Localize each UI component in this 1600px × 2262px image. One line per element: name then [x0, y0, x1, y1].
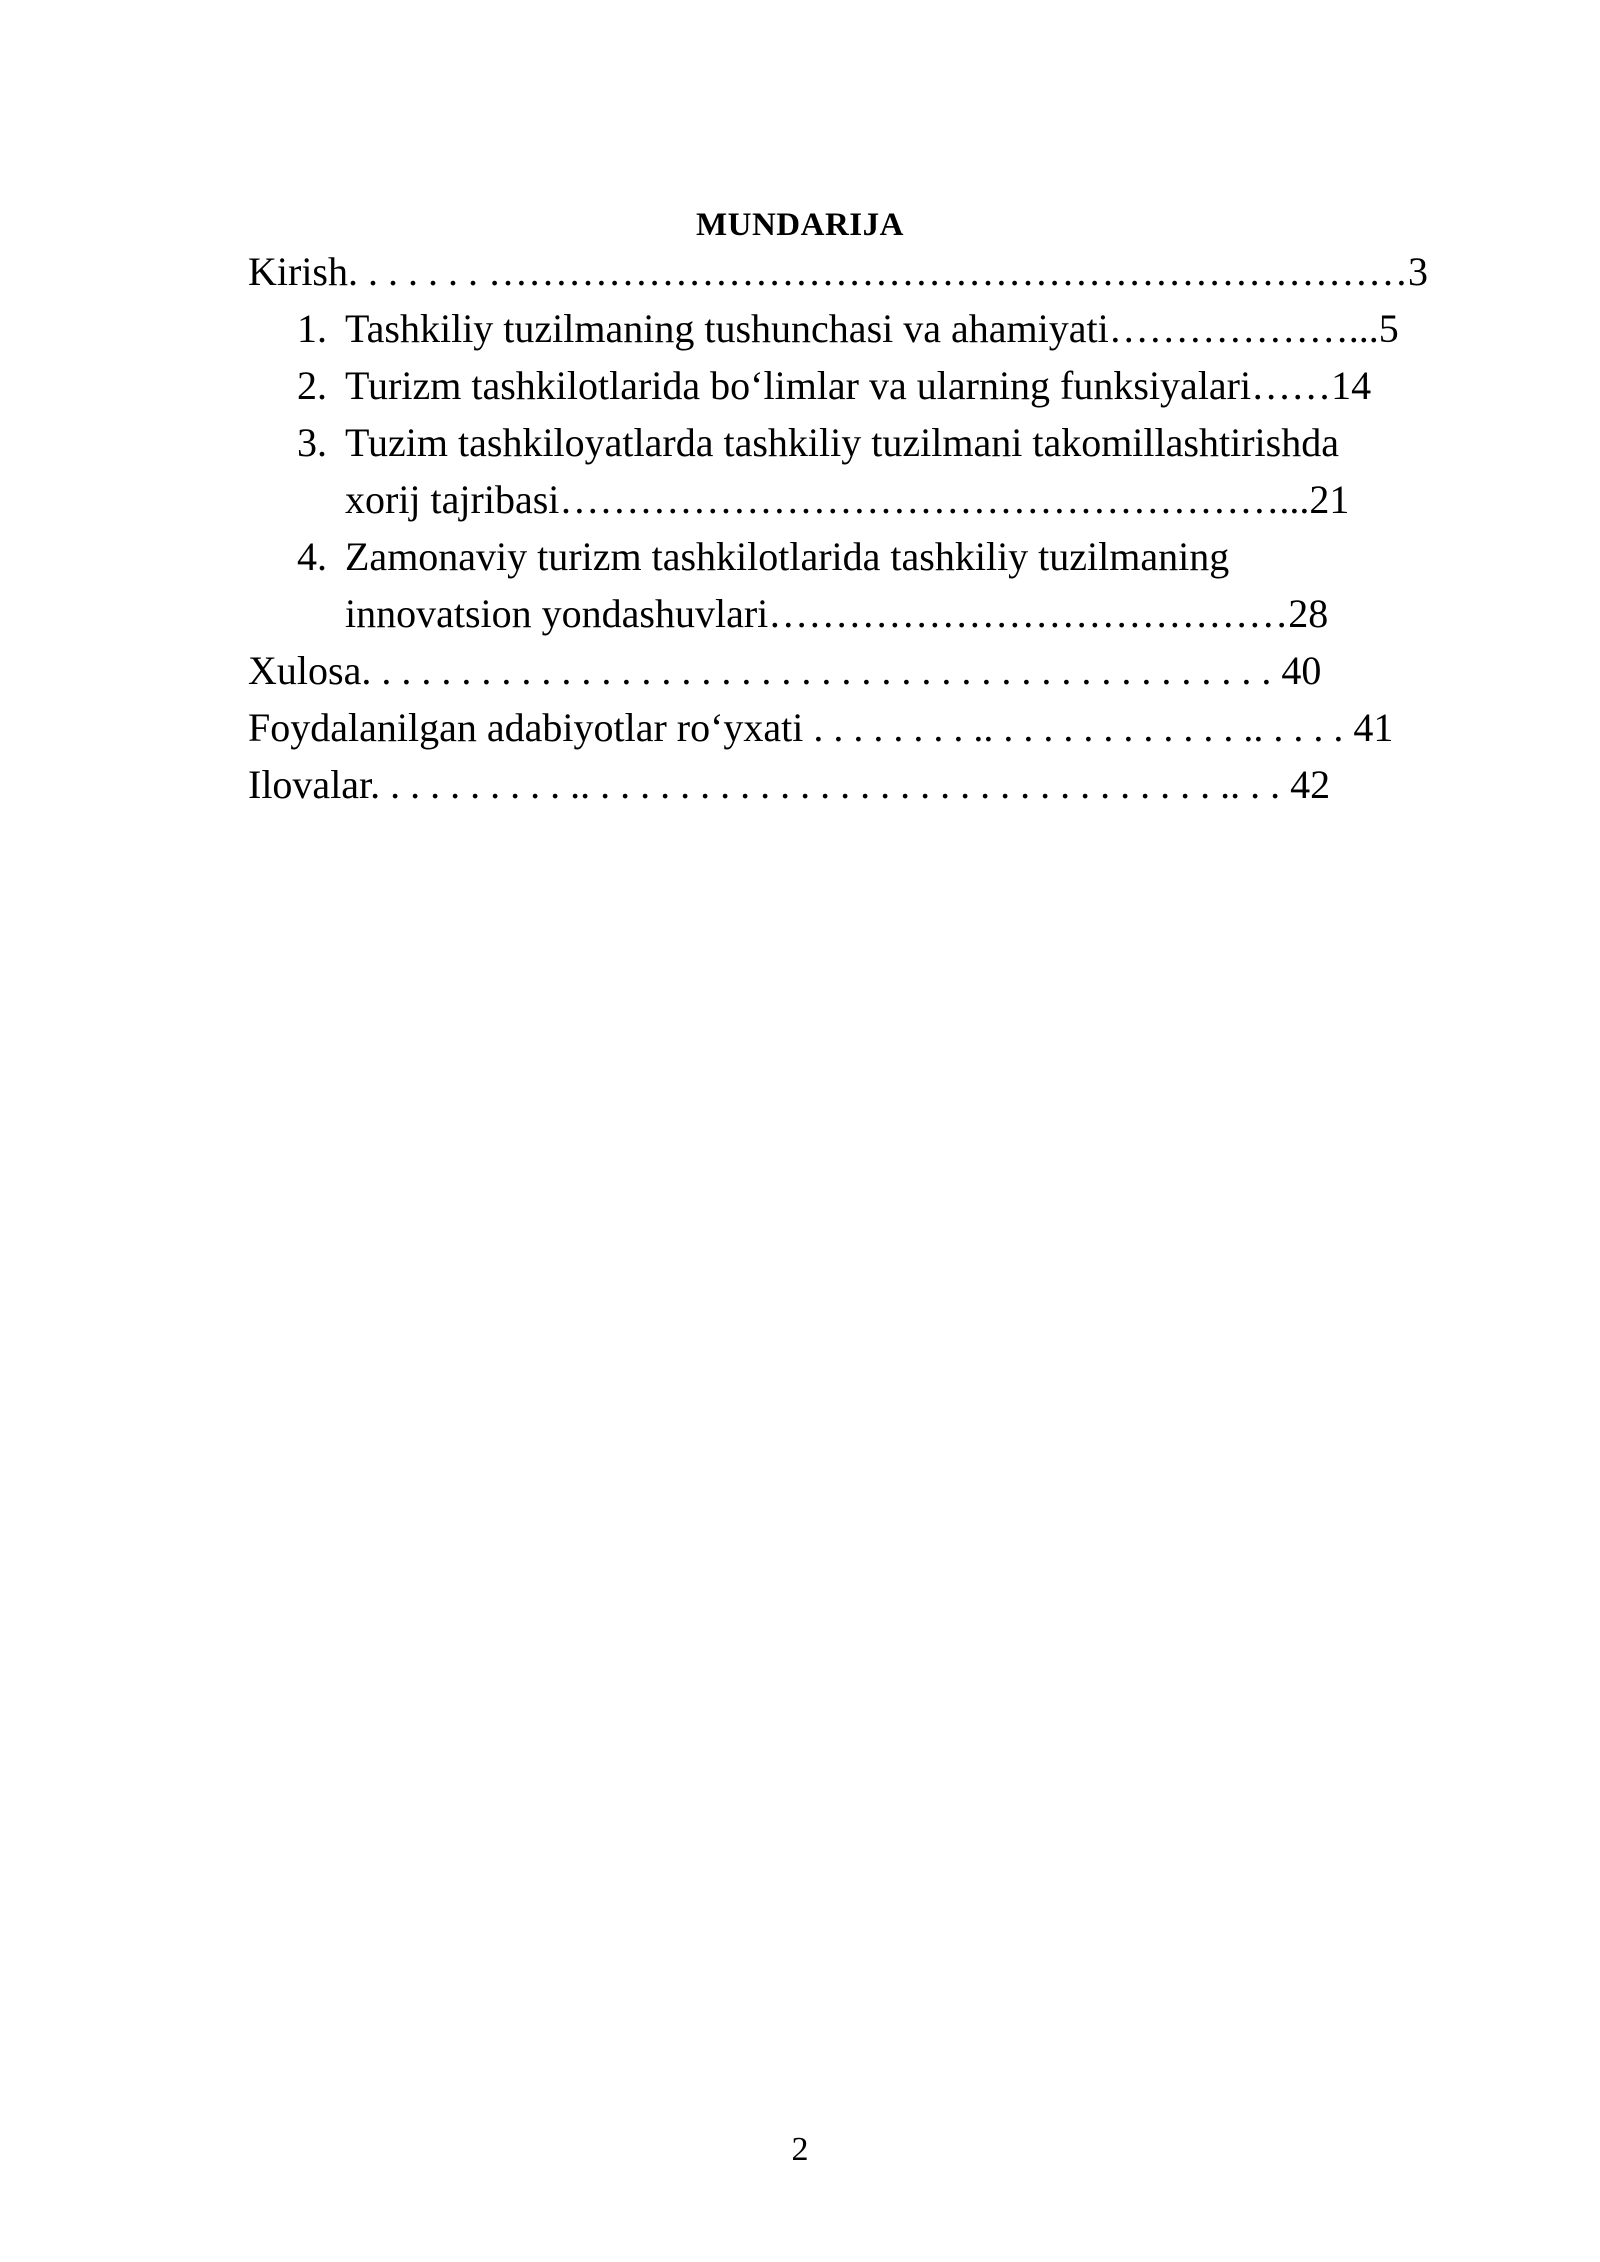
toc-entry-3: Tuzim tashkiloyatlarda tashkiliy tuzilmani takomillashtirishda — [345, 420, 1339, 465]
toc-entry-2: Turizm tashkilotlarida bo‘limlar va ularning funksiyalari……14 — [345, 363, 1372, 408]
toc-title: MUNDARIJA — [696, 207, 904, 243]
toc-entry-number-1: 1. — [297, 306, 327, 351]
toc-entry-1: Tashkiliy tuzilmaning tushunchasi va ahamiyati………………...5 — [345, 306, 1399, 351]
toc-entry-4: Zamonaviy turizm tashkilotlarida tashkiliy tuzilmaning — [345, 534, 1230, 579]
toc-entry-ilovalar: Ilovalar. . . . . . . . . . .. . . . . . . . . . . . . . . . . . . . . . . . . . . . . . . . .. . . 42 — [248, 762, 1331, 807]
toc-entry-number-4: 4. — [297, 534, 327, 579]
toc-entry-number-2: 2. — [297, 363, 327, 408]
toc-entry-adabiyotlar: Foydalanilgan adabiyotlar ro‘yxati . . . . . . . . .. . . . . . . . . . . . . .. . . . . 41 — [248, 705, 1394, 750]
toc-entry-3-continuation: xorij tajribasi………………………………………………...21 — [345, 477, 1350, 522]
page-number: 2 — [791, 2131, 809, 2168]
toc-entry-kirish: Kirish. . . . . . . ……………………………………………………………3 — [248, 249, 1428, 294]
toc-entry-number-3: 3. — [297, 420, 327, 465]
toc-entry-xulosa: Xulosa. . . . . . . . . . . . . . . . . . . . . . . . . . . . . . . . . . . . . . . . . . . . . . 40 — [248, 648, 1322, 693]
toc-entry-4-continuation: innovatsion yondashuvlari…………………………………28 — [345, 591, 1329, 636]
